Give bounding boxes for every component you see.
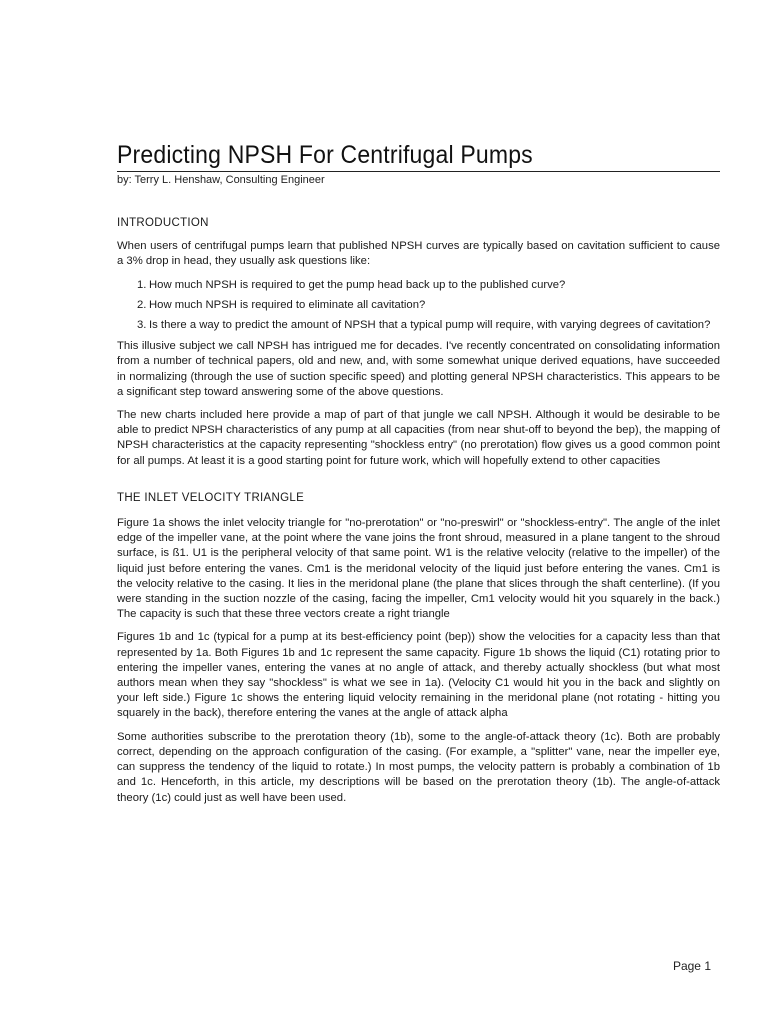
paragraph-intro-lead: When users of centrifugal pumps learn that published NPSH curves are typically based on cavitation sufficient to cause a 3% drop in head, they usually ask questions like: [117,240,720,268]
page-number: Page 1 [672,959,711,973]
paragraph-new-charts: The new charts included here provide a map of part of that jungle we call NPSH. Although it would be desirable to be able to predict NPSH characteristics of any pump at all capacities (from near shut-off to beyond the bep), the mapping of NPSH characteristics at the capacity representing "shockless entry" (no prerotation) flow gives us a good common point for all pumps. At least it is a good starting point for future work, which will hopefully extend to other capacities [117,409,720,467]
list-item-number: 2. [137,298,147,311]
title-divider [117,171,720,172]
document-body [117,216,720,814]
list-item-number: 1. [137,278,147,291]
list-item-number: 3. [137,319,147,332]
section-heading-introduction: INTRODUCTION [117,217,209,229]
list-item [117,298,720,313]
paragraph-theories: Some authorities subscribe to the prerotation theory (1b), some to the angle-of-attack theory (1c). Both are probably correct, depending on the approach configuration of the casing. (For example, a "splitter" vane, near the impeller eye, can suppress the tendency of the liquid to rotate.) In most pumps, the velocity pattern is probably a combination of 1b and 1c. Henceforth, in this article, my descriptions will be based on the prerotation theory (1b). The angle-of-attack theory (1c) could just as well have been used. [117,730,720,804]
section-heading-inlet-velocity-triangle: THE INLET VELOCITY TRIANGLE [117,491,305,504]
question-list [117,278,720,334]
list-item-text: How much NPSH is required to get the pump head back up to the published curve? [149,278,566,291]
document-title: Predicting NPSH For Centrifugal Pumps [117,141,533,169]
list-item [117,318,720,333]
document-page [117,0,721,1024]
paragraph-figure-1a: Figure 1a shows the inlet velocity triangle for "no-prerotation" or "no-preswirl" or "shockless-entry". The angle of the inlet edge of the impeller vane, at the point where the vane joins the front shroud, measured in a plane tangent to the shroud surface, is ß1. U1 is the peripheral velocity of that same point. W1 is the relative velocity (relative to the impeller) of the liquid just before entering the vanes. Cm1 is the meridonal velocity of the liquid just before entering the vanes. Cm1 is the velocity relative to the casing. It lies in the meridonal plane (the plane that slices through the shaft centerline). (If you were standing in the suction nozzle of the casing, facing the impeller, Cm1 velocity would hit you squarely in the back.) The capacity is such that these three vectors create a right triangle [117,517,720,621]
paragraph-figures-1b-1c: Figures 1b and 1c (typical for a pump at its best-efficiency point (bep)) show the velocities for a capacity less than that represented by 1a. Both Figures 1b and 1c represent the same capacity. Figure 1b shows the liquid (C1) rotating prior to entering the impeller vanes, entering the vanes at no angle of attack, and thereby actually shockless (but what most authors mean when they say "shockless" is what we see in 1a). (Velocity C1 would hit you in the back and slightly on your left side.) Figure 1c shows the entering liquid velocity remaining in the meridonal plane (not rotating - hitting you squarely in the back), therefore entering the vanes at the angle of attack alpha [117,631,720,720]
paragraph-npsh-interest: This illusive subject we call NPSH has intrigued me for decades. I've recently concentrated on consolidating information from a number of technical papers, old and new, and, with some somewhat unique derived equations, have succeeded in normalizing (through the use of suction specific speed) and plotting general NPSH characteristics. This appears to be a significant step toward answering some of the above questions. [117,340,720,398]
list-item-text: Is there a way to predict the amount of NPSH that a typical pump will require, with varying degrees of cavitation? [149,319,711,332]
author-byline: by: Terry L. Henshaw, Consulting Engineer [117,174,325,186]
list-item [117,278,720,293]
list-item-text: How much NPSH is required to eliminate all cavitation? [149,298,426,311]
